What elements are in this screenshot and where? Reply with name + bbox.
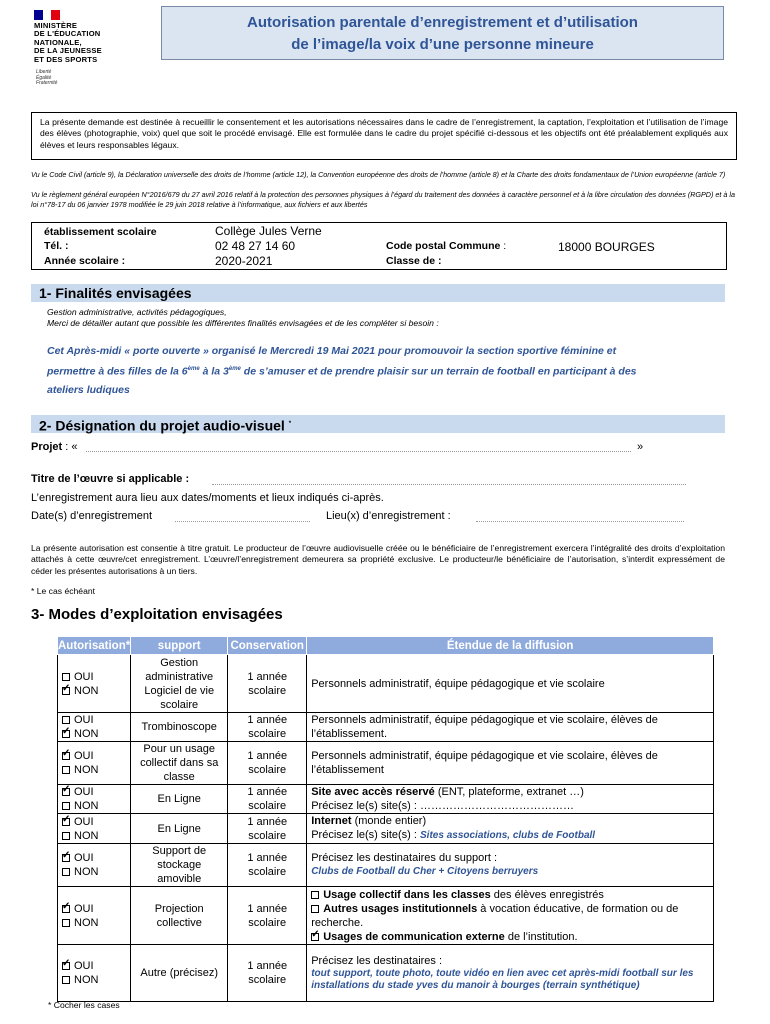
table-row xyxy=(58,814,714,844)
conservation-cell: 1 année scolaire xyxy=(228,713,307,742)
support-cell: Trombinoscope xyxy=(131,713,228,742)
etendue-cell: Précisez les destinataires : tout support, toute photo, toute vidéo en lien avec cet après-midi football sur les installations du stade yves du manoir à bourges (terrain synthétique) xyxy=(307,945,714,1002)
non-checkbox[interactable] xyxy=(62,832,70,840)
gratuity-paragraph: La présente autorisation est consentie à titre gratuit. Le producteur de l’œuvre audiovisuelle créée ou le bénéficiaire de l’enregistrement exercera l’intégralité des droits d’exploitation attachés à cette œuvre/cet enregistrement. L’œuvre/l’enregistrement demeurera sa propriété exclusive. Le producteur/le bénéficiaire de l’autorisation, s’interdit expressément de céder les présentes autorisations à un tiers. xyxy=(31,543,725,576)
table-row xyxy=(58,655,714,713)
exploitation-table xyxy=(57,636,714,1002)
school-label: établissement scolaire xyxy=(44,226,157,238)
table-row xyxy=(58,887,714,945)
oui-checkbox[interactable] xyxy=(62,905,70,913)
etendue-cell: Personnels administratif, équipe pédagogique et vie scolaire, élèves de l’établissement. xyxy=(307,713,714,742)
oui-checkbox[interactable] xyxy=(62,752,70,760)
oui-checkbox[interactable] xyxy=(62,673,70,681)
col-autorisation: Autorisation* xyxy=(58,637,131,655)
legal-reference-2: Vu le règlement général européen N°2016/679 du 27 avril 2016 relatif à la protection des personnes physiques à l’égard du traitement des données à caractère personnel et à la libre circulation des données (RGPD) et à la loi n°78-17 du 06 janvier 1978 modifiée le 29 juin 2018 relative à l’informatique, aux fichiers et aux libertés xyxy=(31,190,735,209)
non-checkbox[interactable] xyxy=(62,687,70,695)
support-cell: Autre (précisez) xyxy=(131,945,228,1002)
conservation-cell: 1 année scolaire xyxy=(228,945,307,1002)
intro-text: La présente demande est destinée à recueillir le consentement et les autorisations nécessaires dans le cadre de l’enregistrement, la captation, l’exploitation et l’utilisation de l’image des élèves (photographie, voix) quel que soit le procédé envisagé. Elle est formulée dans le cadre du projet spécifié ci-dessous et les objectifs ont été préalablement expliqués aux élèves et leurs responsables légaux. xyxy=(31,112,737,160)
communication-externe-checkbox[interactable] xyxy=(311,933,319,941)
table-row xyxy=(58,713,714,742)
etendue-cell: Précisez les destinataires du support : Clubs de Football du Cher + Citoyens berruyers xyxy=(307,844,714,887)
non-checkbox[interactable] xyxy=(62,919,70,927)
section-1-header: 1- Finalités envisagées xyxy=(31,284,725,302)
title-line-2: de l’image/la voix d’une personne mineure xyxy=(291,36,594,53)
oui-checkbox[interactable] xyxy=(62,962,70,970)
republic-motto: Liberté Égalité Fraternité xyxy=(36,69,58,87)
document-title xyxy=(161,6,724,60)
authorization-cell: ✓OUI NON xyxy=(58,742,131,785)
usage-classes-checkbox[interactable] xyxy=(311,891,319,899)
checkbox-footnote: * Cocher les cases xyxy=(48,1000,120,1010)
projet-label: Projet : « xyxy=(31,441,78,453)
conservation-cell: 1 année scolaire xyxy=(228,785,307,814)
phone-value: 02 48 27 14 60 xyxy=(215,239,296,253)
etendue-cell: Internet (monde entier) Précisez le(s) site(s) : Sites associations, clubs de Football xyxy=(307,814,714,844)
enregistrement-line: L’enregistrement aura lieu aux dates/moments et lieux indiqués ci-après. xyxy=(31,492,384,504)
case-note: * Le cas échéant xyxy=(31,586,96,596)
table-row xyxy=(58,785,714,814)
conservation-cell: 1 année scolaire xyxy=(228,742,307,785)
col-support: support xyxy=(131,637,228,655)
titre-label: Titre de l’œuvre si applicable : xyxy=(31,473,190,485)
finalites-line-1: Gestion administrative, activités pédagogiques, xyxy=(47,307,227,317)
year-label: Année scolaire : xyxy=(44,255,126,267)
support-cell: Projection collective xyxy=(131,887,228,945)
table-row xyxy=(58,844,714,887)
title-line-1: Autorisation parentale d’enregistrement et d’utilisation xyxy=(247,14,638,31)
oui-checkbox[interactable] xyxy=(62,854,70,862)
etendue-cell: Usage collectif dans les classes des élèves enregistrés Autres usages institutionnels à vocation éducative, de formation ou de recherche. ✓Usages de communication externe de l’institution. xyxy=(307,887,714,945)
school-info-box xyxy=(31,222,727,270)
school-value: Collège Jules Verne xyxy=(215,224,322,238)
support-cell: En Ligne xyxy=(131,814,228,844)
section-3-header: 3- Modes d’exploitation envisagées xyxy=(31,606,283,623)
legal-reference-1: Vu le Code Civil (article 9), la Déclaration universelle des droits de l’homme (article 12), la Convention européenne des droits de l’homme (article 8) et la Charte des droits fondamentaux de l’Union européenne (article 7) xyxy=(31,170,726,179)
conservation-cell: 1 année scolaire xyxy=(228,655,307,713)
lieux-label: Lieu(x) d’enregistrement : xyxy=(326,510,451,522)
project-description: Cet Après-midi « porte ouverte » organisé le Mercredi 19 Mai 2021 pour promouvoir la section sportive féminine et permettre à des filles de la 6ème à la 3ème de s’amuser et de prendre plaisir sur un terrain de football en participant à des ateliers ludiques xyxy=(47,345,637,396)
authorization-cell: OUI ✓NON xyxy=(58,655,131,713)
postal-code-label: Code postal Commune : xyxy=(386,240,507,252)
authorization-cell: ✓OUI NON xyxy=(58,945,131,1002)
dates-label: Date(s) d’enregistrement xyxy=(31,510,153,522)
support-cell: Pour un usage collectif dans sa classe xyxy=(131,742,228,785)
class-label: Classe de : xyxy=(386,255,442,267)
table-row xyxy=(58,945,714,1002)
ministry-logo: MINISTÈRE DE L'ÉDUCATION NATIONALE, DE LA JEUNESSE ET DES SPORTS xyxy=(34,21,102,64)
authorization-cell: ✓OUI NON xyxy=(58,814,131,844)
non-checkbox[interactable] xyxy=(62,766,70,774)
section-2-header: 2- Désignation du projet audio-visuel * xyxy=(31,415,725,433)
authorization-cell: ✓OUI NON xyxy=(58,887,131,945)
conservation-cell: 1 année scolaire xyxy=(228,887,307,945)
non-checkbox[interactable] xyxy=(62,730,70,738)
oui-checkbox[interactable] xyxy=(62,716,70,724)
authorization-cell: OUI ✓NON xyxy=(58,713,131,742)
postal-code-value: 18000 BOURGES xyxy=(558,240,655,254)
oui-checkbox[interactable] xyxy=(62,818,70,826)
republic-flag-icon xyxy=(34,10,60,20)
projet-field[interactable] xyxy=(86,451,631,452)
etendue-cell: Personnels administratif, équipe pédagogique et vie scolaire xyxy=(307,655,714,713)
phone-label: Tél. : xyxy=(44,240,69,252)
table-row xyxy=(58,742,714,785)
titre-field[interactable] xyxy=(212,484,686,485)
finalites-line-2: Merci de détailler autant que possible les différentes finalités envisagées et de les compléter si besoin : xyxy=(47,318,439,328)
usages-institutionnels-checkbox[interactable] xyxy=(311,905,319,913)
non-checkbox[interactable] xyxy=(62,802,70,810)
non-checkbox[interactable] xyxy=(62,976,70,984)
col-conservation: Conservation xyxy=(228,637,307,655)
dates-field[interactable] xyxy=(175,521,310,522)
etendue-cell: Site avec accès réservé (ENT, plateforme, extranet …) Précisez le(s) site(s) : …………………………………… xyxy=(307,785,714,814)
authorization-cell: ✓OUI NON xyxy=(58,844,131,887)
non-checkbox[interactable] xyxy=(62,868,70,876)
authorization-cell: ✓OUI NON xyxy=(58,785,131,814)
lieux-field[interactable] xyxy=(476,521,684,522)
oui-checkbox[interactable] xyxy=(62,788,70,796)
conservation-cell: 1 année scolaire xyxy=(228,844,307,887)
support-cell: En Ligne xyxy=(131,785,228,814)
etendue-cell: Personnels administratif, équipe pédagogique et vie scolaire, élèves de l’établissement xyxy=(307,742,714,785)
support-cell: Support de stockage amovible xyxy=(131,844,228,887)
support-cell: Gestion administrative Logiciel de vie scolaire xyxy=(131,655,228,713)
projet-close: » xyxy=(637,441,644,453)
col-etendue: Étendue de la diffusion xyxy=(307,637,714,655)
year-value: 2020-2021 xyxy=(215,254,273,268)
conservation-cell: 1 année scolaire xyxy=(228,814,307,844)
